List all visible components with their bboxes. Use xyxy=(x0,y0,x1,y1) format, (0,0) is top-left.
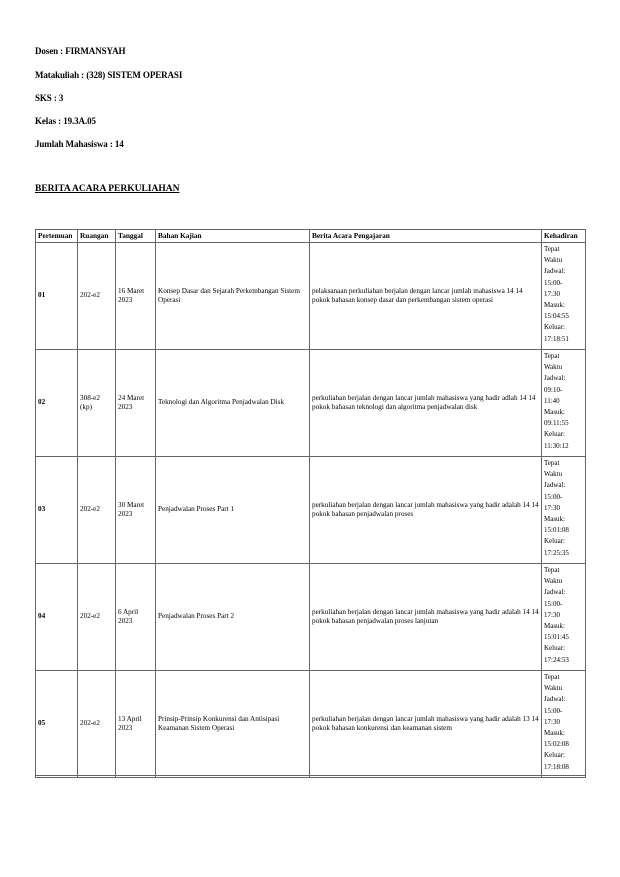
kehadiran-line: 09:10- xyxy=(544,385,563,394)
kehadiran-line: Masuk: xyxy=(544,300,565,309)
cell-ruangan: 202-e2 xyxy=(78,243,116,350)
cell-berita-acara: perkuliahan berjalan dengan lancar jumlah mahasiswa yang hadir adalah 14 14 pokok bahasan penjadwalan proses xyxy=(310,457,542,564)
table-row xyxy=(36,671,586,778)
kehadiran-line: 15:00- xyxy=(544,492,563,501)
kehadiran-line: Keluar: xyxy=(544,323,565,332)
cell-ruangan: 202-e2 xyxy=(78,564,116,671)
col-header-tanggal: Tanggal xyxy=(116,230,156,243)
kehadiran-line: Keluar: xyxy=(544,537,565,546)
col-header-berita-acara: Berita Acara Pengajaran xyxy=(310,230,542,243)
cell-bahan-kajian: Prinsip-Prinsip Konkurensi dan Antisipasi Keamanan Sistem Operasi xyxy=(156,671,310,778)
kehadiran-line: Masuk: xyxy=(544,728,565,737)
kehadiran-line: 17:30 xyxy=(544,289,560,298)
kehadiran-line: Tepat xyxy=(544,673,560,681)
sks-label: SKS : 3 xyxy=(35,93,64,103)
kehadiran-line: Waktu xyxy=(544,470,563,479)
cell-kehadiran xyxy=(542,243,586,350)
cell-ruangan: 308-e2 (kp) xyxy=(78,350,116,457)
kehadiran-line: Jadwal: xyxy=(544,588,566,597)
kehadiran-line: 15:04:55 xyxy=(544,312,569,321)
kehadiran-line: Keluar: xyxy=(544,644,565,653)
col-header-kehadiran: Kehadiran xyxy=(542,230,586,243)
kehadiran-line: 17:25:35 xyxy=(544,548,569,557)
table-row xyxy=(36,457,586,564)
kehadiran-line: 09:11:55 xyxy=(544,419,569,428)
kehadiran-line: Tepat xyxy=(544,352,560,360)
kehadiran-line: 15:01:45 xyxy=(544,633,569,642)
kehadiran-line: Masuk: xyxy=(544,407,565,416)
kehadiran-line: Keluar: xyxy=(544,751,565,760)
kehadiran-line: Waktu xyxy=(544,684,563,693)
cell-pertemuan: 03 xyxy=(36,457,78,564)
cell-berita-acara: perkuliahan berjalan dengan lancar jumlah mahasiswa yang hadir adlah 14 14 pokok bahasan teknologi dan algoritma penjadwalan disk xyxy=(310,350,542,457)
cell-tanggal: 30 Maret 2023 xyxy=(116,457,156,564)
kehadiran-line: Masuk: xyxy=(544,621,565,630)
berita-acara-table xyxy=(35,229,586,778)
table-row xyxy=(36,564,586,671)
cell-bahan-kajian: Penjadwalan Proses Part 1 xyxy=(156,457,310,564)
table-bottom-divider xyxy=(35,775,585,776)
jumlah-mahasiswa-label: Jumlah Mahasiswa : 14 xyxy=(35,139,124,149)
dosen-label: Dosen : FIRMANSYAH xyxy=(35,46,126,56)
cell-tanggal: 13 April 2023 xyxy=(116,671,156,778)
kehadiran-line: 15:00- xyxy=(544,706,563,715)
col-header-bahan-kajian: Bahan Kajian xyxy=(156,230,310,243)
cell-pertemuan: 04 xyxy=(36,564,78,671)
kehadiran-line: Jadwal: xyxy=(544,374,566,383)
kehadiran-line: Jadwal: xyxy=(544,267,566,276)
cell-tanggal: 16 Maret 2023 xyxy=(116,243,156,350)
cell-berita-acara: pelaksanaan perkuliahan berjalan dengan lancar jumlah mahasiswa 14 14 pokok bahasan konsep dasar dan perkembangan sistem operasi xyxy=(310,243,542,350)
kehadiran-line: 17:24:53 xyxy=(544,655,569,664)
kehadiran-line: Tepat xyxy=(544,245,560,253)
cell-pertemuan: 01 xyxy=(36,243,78,350)
cell-pertemuan: 02 xyxy=(36,350,78,457)
kehadiran-line: 15:00- xyxy=(544,599,563,608)
col-header-ruangan: Ruangan xyxy=(78,230,116,243)
table-row xyxy=(36,350,586,457)
kehadiran-line: Masuk: xyxy=(544,514,565,523)
cell-kehadiran xyxy=(542,564,586,671)
kehadiran-line: 17:18:08 xyxy=(544,762,569,771)
kehadiran-line: 11:30:12 xyxy=(544,441,569,450)
cell-ruangan: 202-e2 xyxy=(78,671,116,778)
cell-berita-acara: perkuliahan berjalan dengan lancar jumlah mahasiswa yang hadir adalah 13 14 pokok bahasan konkurensi dan keamanan sistem xyxy=(310,671,542,778)
kehadiran-line: Tepat xyxy=(544,459,560,467)
kehadiran-line: 17:30 xyxy=(544,717,560,726)
kehadiran-line: 11:40 xyxy=(544,396,560,405)
kehadiran-line: 17:30 xyxy=(544,610,560,619)
kelas-label: Kelas : 19.3A.05 xyxy=(35,116,96,126)
col-header-pertemuan: Pertemuan xyxy=(36,230,78,243)
table-row xyxy=(36,243,586,350)
kehadiran-line: 15:00- xyxy=(544,278,563,287)
kehadiran-line: 15:02:08 xyxy=(544,740,569,749)
kehadiran-line: 15:01:08 xyxy=(544,526,569,535)
matakuliah-label: Matakuliah : (328) SISTEM OPERASI xyxy=(35,70,183,80)
cell-ruangan: 202-e2 xyxy=(78,457,116,564)
cell-kehadiran xyxy=(542,671,586,778)
table-header-row xyxy=(36,230,586,243)
cell-bahan-kajian: Konsep Dasar dan Sejarah Perkembangan Sistem Operasi xyxy=(156,243,310,350)
kehadiran-line: 17:18:51 xyxy=(544,334,569,343)
cell-pertemuan: 05 xyxy=(36,671,78,778)
kehadiran-line: Waktu xyxy=(544,577,563,586)
cell-tanggal: 24 Maret 2023 xyxy=(116,350,156,457)
cell-kehadiran xyxy=(542,350,586,457)
cell-bahan-kajian: Teknologi dan Algoritma Penjadwalan Disk xyxy=(156,350,310,457)
kehadiran-line: Jadwal: xyxy=(544,481,566,490)
kehadiran-line: Tepat xyxy=(544,566,560,574)
kehadiran-line: Jadwal: xyxy=(544,695,566,704)
cell-berita-acara: perkuliahan berjalan dengan lancar jumlah mahasiswa yang hadir adalah 14 14 pokok bahasan penjadwalan proses lanjutan xyxy=(310,564,542,671)
cell-kehadiran xyxy=(542,457,586,564)
cell-tanggal: 6 April 2023 xyxy=(116,564,156,671)
kehadiran-line: 17:30 xyxy=(544,503,560,512)
kehadiran-line: Keluar: xyxy=(544,430,565,439)
kehadiran-line: Waktu xyxy=(544,363,563,372)
page-title: BERITA ACARA PERKULIAHAN xyxy=(35,184,180,194)
kehadiran-line: Waktu xyxy=(544,256,563,265)
cell-bahan-kajian: Penjadwalan Proses Part 2 xyxy=(156,564,310,671)
